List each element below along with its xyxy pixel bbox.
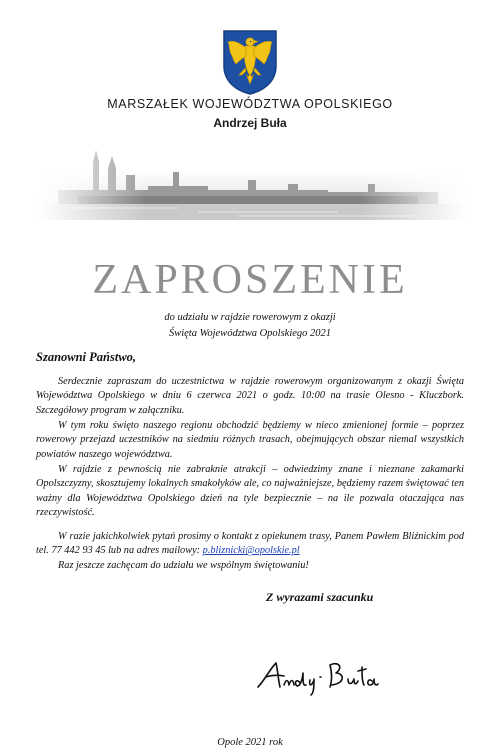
paragraph-invitation: Serdecznie zapraszam do uczestnictwa w rajdzie rowerowym organizowanym z okazji Święta Województwa Opolskiego w dniu 6 czerwca 2021 o godz. 10:00 na trasie Olesno - Kluczbork. Szczegółowy program w załączniku. [36,376,464,416]
greeting: Szanowni Państwo, [36,350,137,364]
handwritten-signature-icon [254,655,404,697]
city-panorama-icon [38,140,468,220]
paragraph-format: W tym roku święto naszego regionu obchodzić będziemy w nieco zmienionej formie – poprzez rowerowy przejazd uczestników na siedmiu różnych trasach, obejmujących obszar niemal wszystkich powiatów naszego województwa. [36,420,464,460]
eagle-coat-of-arms-icon [221,28,279,96]
person-name: Andrzej Buła [213,116,287,130]
email-link[interactable]: p.bliznicki@opolskie.pl [202,545,300,557]
place-and-date: Opole 2021 rok [217,737,283,748]
subtitle-line-2: Święta Województwa Opolskiego 2021 [168,328,332,339]
contact-text: W razie jakichkolwiek pytań prosimy o kontakt z opiekunem trasy, Panem Pawłem Bliźnickim pod tel. 77 442 93 45 lub na adres mailowy: [36,531,464,557]
office-heading: MARSZAŁEK WOJEWÓDZTWA OPOLSKIEGO [107,97,393,111]
document-title: ZAPROSZENIE [92,257,408,303]
subtitle-line-1: do udziału w rajdzie rowerowym z okazji [164,312,336,323]
paragraph-encouragement: Raz jeszcze zachęcam do udziału we wspólnym świętowaniu! [58,560,309,571]
paragraph-attractions: W rajdzie z pewnością nie zabraknie atrakcji – odwiedzimy znane i nieznane zakamarki Opolszczyzny, skosztujemy lokalnych smakołyków ale, co najważniejsze, będziemy razem świętować ten ważny dla Województwa Opolskiego dzień na tyle bezpiecznie – na ile pozwala otaczająca nas rzeczywistość. [36,464,464,518]
paragraph-contact [36,530,464,559]
closing-phrase: Z wyrazami szacunku [266,590,374,604]
